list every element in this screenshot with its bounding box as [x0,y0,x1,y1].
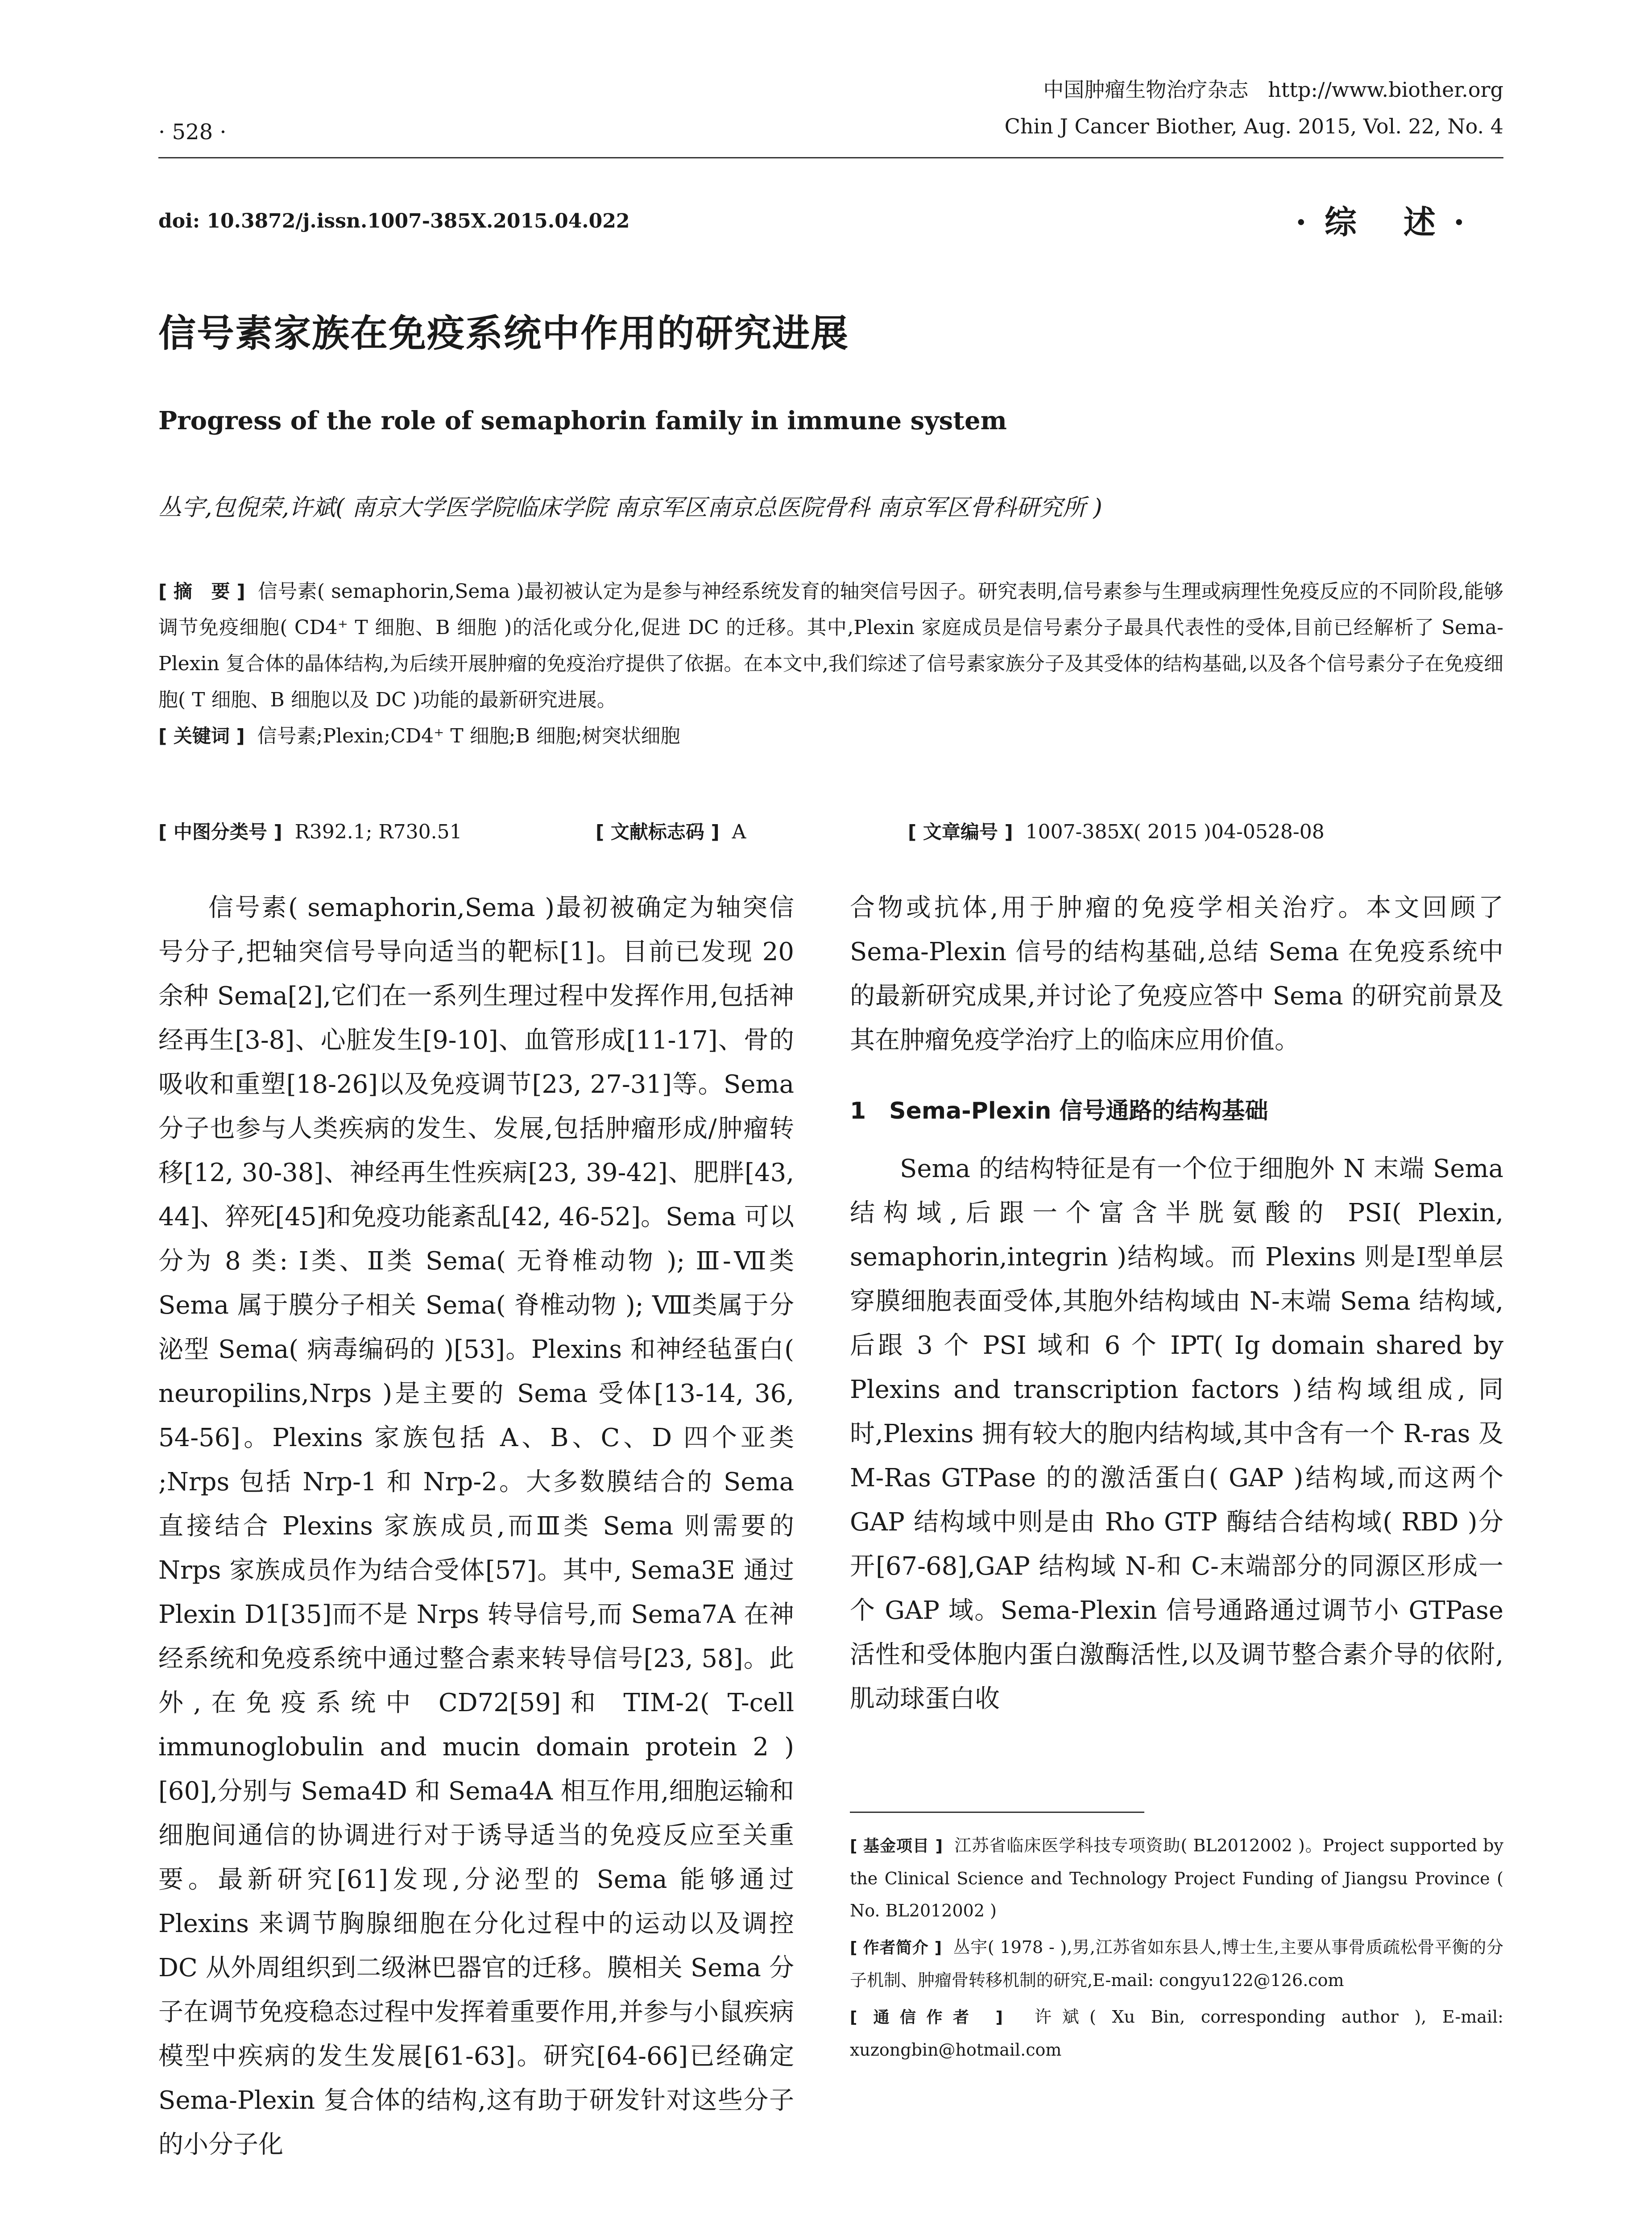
footnotes [850,1829,1503,2070]
article-number [908,817,1325,844]
footnote-author [850,1931,1503,1996]
clc-label: [ 中图分类号 ] [158,821,282,843]
corr-label: [ 通信作者 ] [850,2008,1003,2027]
author-text: 丛宇( 1978 - ),男,江苏省如东县人,博士生,主要从事骨质疏松骨平衡的分子机制、肿瘤骨转移机制的研究,E-mail: congyu122@126.com [850,1937,1503,1990]
doc-code [596,817,746,844]
article-no-value: 1007-385X( 2015 )04-0528-08 [1025,821,1325,843]
footnote-rule [850,1812,1144,1813]
corr-text: 许斌( Xu Bin, corresponding author ), E-mail: xuzongbin@hotmail.com [850,2007,1503,2060]
journal-name-cn: 中国肿瘤生物治疗杂志 [1043,78,1249,102]
fund-text: 江苏省临床医学科技专项资助( BL2012002 )。Project supported by the Clinical Science and Technology Project Funding of Jiangsu Province ( No. BL2012002 ) [850,1836,1503,1920]
clc-value: R392.1; R730.51 [294,821,462,843]
journal-url: http://www.biother.org [1268,78,1503,102]
journal-citation: Chin J Cancer Biother, Aug. 2015, Vol. 22, No. 4 [1004,114,1503,138]
abstract [158,573,1503,718]
section-heading: 1 Sema-Plexin 信号通路的结构基础 [850,1098,1268,1124]
running-header [1005,71,1503,145]
article-no-label: [ 文章编号 ] [908,821,1013,843]
footnote-fund [850,1829,1503,1927]
journal-line [1005,71,1503,108]
clc-code [158,817,462,844]
fund-label: [ 基金项目 ] [850,1837,943,1855]
abstract-label: [ 摘 要 ] [158,581,245,602]
footnote-correspondence [850,2001,1503,2066]
abstract-block [158,573,1503,754]
abstract-text: 信号素( semaphorin,Sema )最初被认定为是参与神经系统发育的轴突信号因子。研究表明,信号素参与生理或病理性免疫反应的不同阶段,能够调节免疫细胞( CD4⁺ T 细胞、B 细胞 )的活化或分化,促进 DC 的迁移。其中,Plexin 家庭成员是信号素分子最具代表性的受体,目前已经解析了 Sema-Plexin 复合体的晶体结构,为后续开展肿瘤的免疫治疗提供了依据。在本文中,我们综述了信号素家族分子及其受体的结构基础,以及各个信号素分子在免疫细胞( T 细胞、B 细胞以及 DC )功能的最新研究进展。 [158,580,1503,711]
authors-affiliation: 丛宇,包倪荣,许斌( 南京大学医学院临床学院 南京军区南京总医院骨科 南京军区骨科研究所 ) [158,494,1102,521]
body-column-left [158,886,794,2167]
page-number: · 528 · [158,120,227,145]
doc-code-value: A [732,821,746,843]
keywords [158,718,1503,754]
body-paragraph: 信号素( semaphorin,Sema )最初被确定为轴突信号分子,把轴突信号导向适当的靶标[1]。目前已发现 20 余种 Sema[2],它们在一系列生理过程中发挥作用,包括神经再生[3-8]、心脏发生[9-10]、血管形成[11-17]、骨的吸收和重塑[18-26]以及免疫调节[23, 27-31]等。Sema 分子也参与人类疾病的发生、发展,包括肿瘤形成/肿瘤转移[12, 30-38]、神经再生性疾病[23, 39-42]、肥胖[43, 44]、猝死[45]和免疫功能紊乱[42, 46-52]。Sema 可以分为 8 类: Ⅰ类、Ⅱ类 Sema( 无脊椎动物 ); Ⅲ-Ⅶ类 Sema 属于膜分子相关 Sema( 脊椎动物 ); Ⅷ类属于分泌型 Sema( 病毒编码的 )[53]。Plexins 和神经毡蛋白( neuropilins,Nrps )是主要的 Sema 受体[13-14, 36, 54-56]。Plexins 家族包括 A、B、C、D 四个亚类 ;Nrps 包括 Nrp-1 和 Nrp-2。大多数膜结合的 Sema 直接结合 Plexins 家族成员,而Ⅲ类 Sema 则需要的 Nrps 家族成员作为结合受体[57]。其中, Sema3E 通过 Plexin D1[35]而不是 Nrps 转导信号,而 Sema7A 在神经系统和免疫系统中通过整合素来转导信号[23, 58]。此外,在免疫系统中 CD72[59]和 TIM-2( T-cell immunoglobulin and mucin domain protein 2 )[60],分别与 Sema4D 和 Sema4A 相互作用,细胞运输和细胞间通信的协调进行对于诱导适当的免疫反应至关重要。最新研究[61]发现,分泌型的 Sema 能够通过 Plexins 来调节胸腺细胞在分化过程中的运动以及调控 DC 从外周组织到二级淋巴器官的迁移。膜相关 Sema 分子在调节免疫稳态过程中发挥着重要作用,并参与小鼠疾病模型中疾病的发生发展[61-63]。研究[64-66]已经确定 Sema-Plexin 复合体的结构,这有助于研发针对这些分子的小分子化 [158,893,794,2159]
title-chinese: 信号素家族在免疫系统中作用的研究进展 [158,311,849,355]
section-tag: ·综 述· [1295,203,1482,241]
body-paragraph: Sema 的结构特征是有一个位于细胞外 N 末端 Sema 结构域,后跟一个富含半胱氨酸的 PSI( Plexin, semaphorin,integrin )结构域。而 Plexins 则是Ⅰ型单层穿膜细胞表面受体,其胞外结构域由 N-末端 Sema 结构域,后跟 3 个 PSI 域和 6 个 IPT( Ig domain shared by Plexins and transcription factors )结构域组成, 同时,Plexins 拥有较大的胞内结构域,其中含有一个 R-ras 及 M-Ras GTPase 的的激活蛋白( GAP )结构域,而这两个 GAP 结构域中则是由 Rho GTP 酶结合结构域( RBD )分开[67-68],GAP 结构域 N-和 C-末端部分的同源区形成一个 GAP 域。Sema-Plexin 信号通路通过调节小 GTPase 活性和受体胞内蛋白激酶活性,以及调节整合素介导的依附,肌动球蛋白收 [850,1154,1504,1713]
body-paragraph: 合物或抗体,用于肿瘤的免疫学相关治疗。本文回顾了 Sema-Plexin 信号的结构基础,总结 Sema 在免疫系统中的最新研究成果,并讨论了免疫应答中 Sema 的研究前景及其在肿瘤免疫学治疗上的临床应用价值。 [850,893,1503,1055]
doi: doi: 10.3872/j.issn.1007-385X.2015.04.022 [158,210,630,232]
keywords-label: [ 关键词 ] [158,725,245,747]
doc-code-label: [ 文献标志码 ] [596,821,720,843]
body-column-right [850,886,1503,1721]
keywords-text: 信号素;Plexin;CD4⁺ T 细胞;B 细胞;树突状细胞 [257,725,680,747]
title-english: Progress of the role of semaphorin family in immune system [158,406,1007,435]
author-label: [ 作者简介 ] [850,1939,942,1957]
header-rule [158,157,1503,158]
